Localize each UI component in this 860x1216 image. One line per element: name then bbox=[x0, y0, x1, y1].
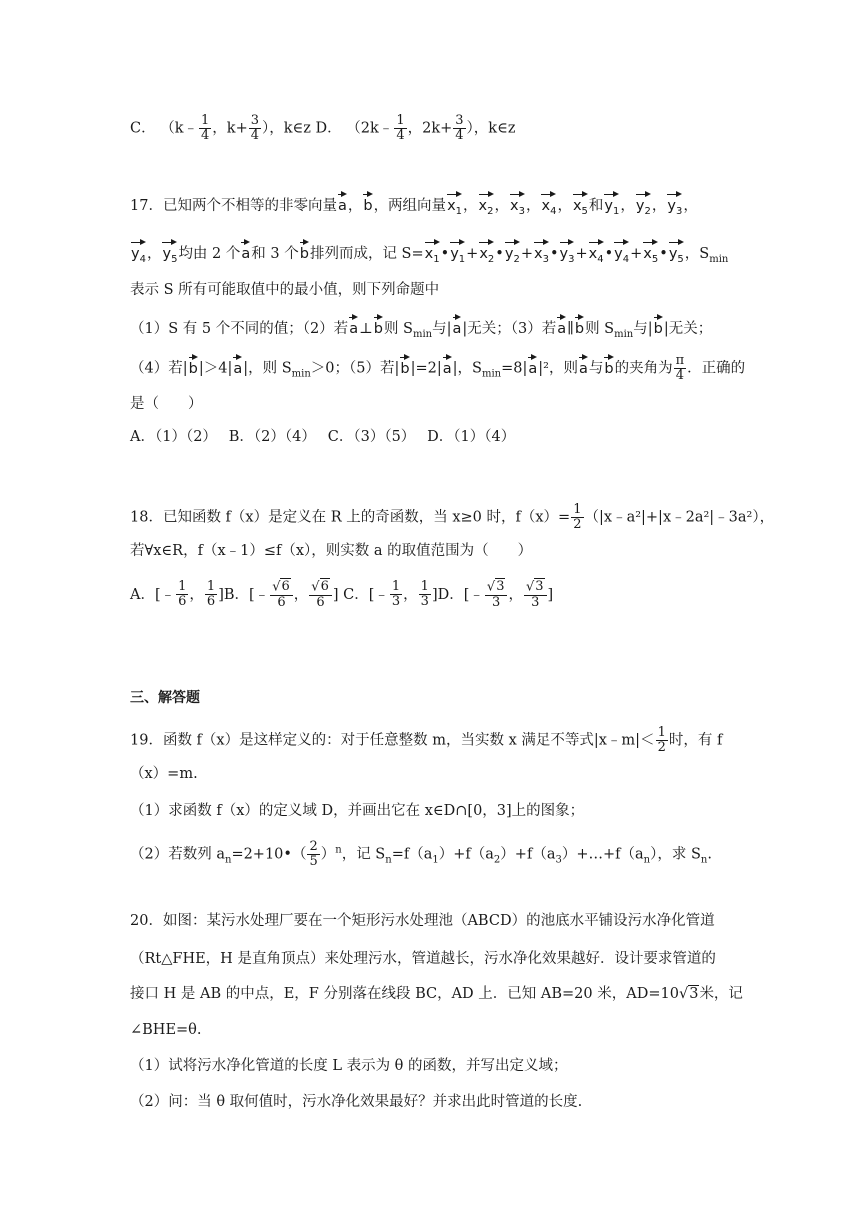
vector-a: a bbox=[453, 315, 462, 336]
vector-b: b bbox=[189, 355, 198, 376]
vector-b: b bbox=[575, 315, 584, 336]
question-text: （4）若| bbox=[130, 360, 188, 377]
comma: ， bbox=[189, 586, 204, 603]
numerator: 2 bbox=[309, 839, 318, 854]
fraction-half bbox=[571, 503, 583, 532]
question-text: |无关； bbox=[663, 321, 713, 337]
vector-x5: $x_5$ bbox=[573, 192, 588, 219]
option-c-text: ，k+ bbox=[212, 120, 248, 137]
question-text: ）+f（a bbox=[500, 846, 556, 863]
denominator: 6 bbox=[316, 594, 325, 610]
comma: ， bbox=[508, 586, 523, 603]
question-text: |＞4| bbox=[198, 360, 233, 377]
denominator: 3 bbox=[531, 594, 540, 610]
question-text: ．正确的 bbox=[687, 360, 746, 377]
radicand: 3 bbox=[535, 579, 544, 594]
subscript-min: min bbox=[709, 253, 729, 265]
subscript-min: min bbox=[481, 368, 502, 380]
vector-b: b bbox=[654, 315, 663, 336]
question-number: 18． bbox=[130, 509, 163, 526]
option-c-label: ] C．[﹣ bbox=[332, 586, 389, 603]
subscript: n bbox=[385, 854, 392, 866]
numerator: 1 bbox=[201, 113, 210, 128]
option-c-text: （k﹣ bbox=[160, 120, 199, 137]
q19-line-1 bbox=[130, 726, 722, 755]
fraction-pi-over-4 bbox=[674, 354, 687, 383]
q19-line-4 bbox=[130, 840, 712, 870]
question-text: =f（a bbox=[391, 846, 433, 863]
denominator: 2 bbox=[573, 517, 582, 532]
q19-line-3: （1）求函数 f（x）的定义域 D，并画出它在 x∈D∩[0，3]上的图象； bbox=[130, 803, 585, 819]
question-text: 与| bbox=[633, 321, 653, 337]
vector-y4: $y_4$ bbox=[131, 240, 146, 267]
question-number: 19． bbox=[130, 732, 163, 749]
question-text: 则 S bbox=[383, 321, 413, 337]
fraction bbox=[390, 580, 402, 609]
question-text: |²，则 bbox=[538, 360, 578, 377]
question-text: ） bbox=[320, 846, 336, 863]
question-text: ）+…+f（a bbox=[561, 846, 644, 863]
numerator: 1 bbox=[206, 579, 216, 595]
vector-y1: $y_1$ bbox=[450, 240, 465, 267]
question-text: 已知函数 f（x）是定义在 R 上的奇函数，当 x≥0 时，f（x）= bbox=[162, 509, 571, 526]
fraction-sqrt bbox=[270, 580, 293, 610]
question-text: |，则 S bbox=[243, 360, 292, 377]
numerator: √6 bbox=[270, 580, 293, 596]
question-text: （2）若数列 a bbox=[130, 846, 225, 863]
fraction-sqrt bbox=[309, 580, 332, 610]
option-b-label: ]B．[﹣ bbox=[218, 586, 270, 603]
vector-a: a bbox=[349, 315, 358, 336]
q18-line-1 bbox=[130, 503, 774, 532]
question-text: （1）S 有 5 个不同的值；（2）若 bbox=[130, 321, 349, 337]
comma: ， bbox=[403, 586, 418, 603]
subscript: 3 bbox=[555, 854, 562, 866]
question-text: |=2| bbox=[410, 360, 442, 377]
question-text: |，S bbox=[452, 360, 482, 377]
vector-b: b bbox=[363, 192, 372, 213]
q17-line-2: $y_4$，$y_5$均由 2 个a和 3 个b排列而成，记 $S=x_1•y_1+x_2•y_2+x_3•y_3+x_4•y_4+x_5•y_5$，$S_{min}$ bbox=[130, 240, 728, 270]
fraction bbox=[199, 114, 211, 143]
comma: ， bbox=[293, 586, 309, 603]
numerator: 1 bbox=[391, 579, 401, 595]
vector-y5: $y_5$ bbox=[162, 240, 177, 267]
question-text: 则 S bbox=[585, 321, 615, 337]
question-text: 和 bbox=[588, 198, 604, 214]
question-text: ＞0；（5）若| bbox=[310, 360, 400, 377]
q16-options-cd bbox=[130, 114, 515, 143]
q18-line-2: 若∀x∈R，f（x﹣1）≤f（x），则实数 a 的取值范围为（ ） bbox=[130, 543, 533, 559]
numerator: 3 bbox=[455, 113, 464, 128]
vector-b: b bbox=[400, 355, 409, 376]
question-text: =2+10•（ bbox=[231, 846, 307, 863]
vector-a: a bbox=[557, 315, 566, 336]
q17-line-5 bbox=[130, 354, 745, 384]
fraction bbox=[394, 114, 406, 143]
numerator: √3 bbox=[485, 580, 508, 596]
vector-x4: $x_4$ bbox=[541, 192, 556, 219]
radicand: 3 bbox=[496, 579, 505, 594]
vector-x5: $x_5$ bbox=[643, 240, 658, 267]
subscript: 1 bbox=[432, 854, 439, 866]
question-text: ）+f（a bbox=[438, 846, 494, 863]
perp-symbol: ⊥ bbox=[359, 321, 373, 337]
question-text: 如图：某污水处理厂要在一个矩形污水处理池（ABCD）的池底水平铺设污水净化管道 bbox=[162, 913, 715, 929]
q20-line-4: ∠BHE=θ. bbox=[130, 1022, 202, 1038]
subscript: n bbox=[700, 854, 708, 866]
q19-line-2: （x）=m. bbox=[130, 766, 198, 782]
subscript: n bbox=[224, 854, 232, 866]
numerator: 1 bbox=[396, 113, 405, 128]
subscript: n bbox=[643, 854, 651, 866]
question-text: 和 3 个 bbox=[251, 246, 299, 262]
fraction bbox=[419, 580, 431, 609]
fraction bbox=[176, 580, 188, 609]
numerator: 1 bbox=[420, 579, 429, 595]
denominator: 2 bbox=[657, 740, 666, 755]
denominator: 4 bbox=[201, 128, 210, 143]
question-text: （|x﹣a²|+|x﹣2a²|﹣3a²）， bbox=[584, 509, 775, 526]
question-text: 均由 2 个 bbox=[178, 246, 241, 262]
option-d-text: （2k﹣ bbox=[346, 120, 394, 137]
q20-line-1 bbox=[130, 911, 715, 931]
numerator: √6 bbox=[309, 580, 332, 596]
vector-a: a bbox=[443, 355, 452, 376]
vector-y1: $y_1$ bbox=[604, 192, 619, 219]
vector-x4: $x_4$ bbox=[589, 240, 604, 267]
radicand: 3 bbox=[689, 986, 699, 1002]
subscript: 2 bbox=[493, 854, 501, 866]
q17-line-4 bbox=[130, 315, 712, 345]
vector-a: a bbox=[241, 240, 250, 261]
question-number: 20． bbox=[130, 913, 163, 929]
question-text: ），求 S bbox=[650, 846, 701, 863]
option-d-text: ），k∈z bbox=[466, 120, 516, 137]
sqrt-symbol: √ bbox=[678, 986, 689, 1002]
vector-y5: $y_5$ bbox=[669, 240, 684, 267]
denominator: 3 bbox=[391, 594, 401, 610]
denominator: 4 bbox=[396, 128, 405, 143]
q20-line-5: （1）试将污水净化管道的长度 L 表示为 θ 的函数，并写出定义域； bbox=[130, 1058, 568, 1074]
question-text: 排列而成，记 S= bbox=[309, 246, 424, 262]
question-text: 函数 f（x）是这样定义的：对于任意整数 m，当实数 x 满足不等式|x﹣m|＜ bbox=[162, 732, 655, 749]
numerator: π bbox=[675, 353, 685, 368]
option-c-text: ），k∈z bbox=[262, 120, 311, 137]
numerator: √3 bbox=[524, 580, 547, 596]
question-text: ，记 S bbox=[341, 846, 386, 863]
option-a-label: A．[﹣ bbox=[130, 586, 176, 603]
denominator: 5 bbox=[309, 854, 318, 869]
vector-x1: $x_1$ bbox=[447, 192, 462, 219]
denominator: 3 bbox=[420, 594, 429, 610]
vector-x3: $x_3$ bbox=[510, 192, 525, 219]
option-d-text: ，2k+ bbox=[407, 120, 453, 137]
vector-b: b bbox=[604, 355, 613, 376]
vector-x2: $x_2$ bbox=[479, 240, 494, 267]
subscript-min: min bbox=[412, 328, 433, 340]
q18-choices bbox=[130, 580, 553, 610]
q20-line-3 bbox=[130, 984, 743, 1004]
denominator: 4 bbox=[455, 128, 464, 143]
denominator: 6 bbox=[206, 594, 216, 610]
numerator: 1 bbox=[657, 725, 666, 740]
s-min: S bbox=[699, 246, 710, 262]
question-text: 时，有 f bbox=[668, 732, 723, 749]
vector-y3: $y_3$ bbox=[560, 240, 575, 267]
denominator: 6 bbox=[277, 594, 286, 610]
vector-b: b bbox=[374, 315, 383, 336]
q17-line-1: 17．已知两个不相等的非零向量a，b，两组向量$x_1$，$x_2$，$x_3$，$x_4$，$x_5$和$y_1$，$y_2$，$y_3$， bbox=[130, 192, 698, 219]
radicand: 6 bbox=[320, 579, 329, 594]
denominator: 3 bbox=[492, 594, 501, 610]
vector-x1: $x_1$ bbox=[425, 240, 440, 267]
bracket: ] bbox=[547, 586, 554, 603]
question-text: =8| bbox=[501, 360, 528, 377]
vector-a: a bbox=[579, 355, 588, 376]
subscript-min: min bbox=[614, 328, 634, 340]
question-text: . bbox=[707, 846, 712, 863]
vector-b: b bbox=[300, 240, 309, 261]
vector-y4: $y_4$ bbox=[614, 240, 629, 267]
fraction-sqrt bbox=[524, 580, 547, 610]
numerator: 1 bbox=[178, 579, 187, 595]
vector-y2: $y_2$ bbox=[636, 192, 651, 219]
vector-y2: $y_2$ bbox=[505, 240, 520, 267]
denominator: 4 bbox=[250, 128, 260, 143]
fraction bbox=[249, 114, 261, 143]
question-text: 已知两个不相等的非零向量 bbox=[162, 198, 337, 214]
vector-y3: $y_3$ bbox=[667, 192, 682, 219]
parallel-symbol: ∥ bbox=[567, 321, 574, 337]
denominator: 4 bbox=[675, 368, 684, 383]
question-text: |无关；（3）若 bbox=[462, 321, 557, 337]
option-d-label: ]D．[﹣ bbox=[431, 586, 484, 603]
question-text: 与| bbox=[432, 321, 452, 337]
subscript-min: min bbox=[291, 368, 311, 380]
fraction-sqrt bbox=[485, 580, 508, 610]
q17-line-6: 是（ ） bbox=[130, 396, 203, 412]
vector-a: a bbox=[233, 355, 242, 376]
denominator: 6 bbox=[178, 594, 187, 610]
q17-choices: A．（1）（2） B．（2）（4） C．（3）（5） D．（1）（4） bbox=[130, 429, 516, 445]
numerator: 3 bbox=[250, 113, 260, 128]
question-number: 17． bbox=[130, 198, 163, 214]
section-title: 三、解答题 bbox=[130, 690, 200, 706]
q20-line-2: （Rt△FHE，H 是直角顶点）来处理污水，管道越长，污水净化效果越好．设计要求管道的 bbox=[130, 951, 716, 967]
q20-line-6: （2）问：当 θ 取何值时，污水净化效果最好？并求出此时管道的长度. bbox=[130, 1094, 583, 1110]
question-text: 接口 H 是 AB 的中点，E，F 分别落在线段 BC，AD 上．已知 AB=20 米，AD=10 bbox=[130, 986, 679, 1002]
fraction bbox=[307, 840, 319, 869]
question-text: 米，记 bbox=[699, 986, 743, 1002]
question-text: ，两组向量 bbox=[373, 198, 447, 214]
question-text: 与 bbox=[588, 360, 604, 377]
q17-line-3: 表示 S 所有可能取值中的最小值，则下列命题中 bbox=[130, 282, 440, 298]
numerator: 1 bbox=[573, 502, 582, 517]
question-text: 的夹角为 bbox=[614, 360, 673, 377]
superscript: n bbox=[335, 844, 342, 856]
radicand: 6 bbox=[281, 579, 290, 594]
vector-x3: $x_3$ bbox=[534, 240, 549, 267]
fraction bbox=[205, 580, 217, 609]
vector-a: a bbox=[338, 192, 347, 213]
option-d-label: D． bbox=[315, 120, 342, 137]
fraction bbox=[453, 114, 465, 143]
option-c-label: C． bbox=[130, 120, 156, 137]
vector-x2: $x_2$ bbox=[479, 192, 494, 219]
fraction-half bbox=[656, 726, 668, 755]
vector-a: a bbox=[528, 355, 537, 376]
